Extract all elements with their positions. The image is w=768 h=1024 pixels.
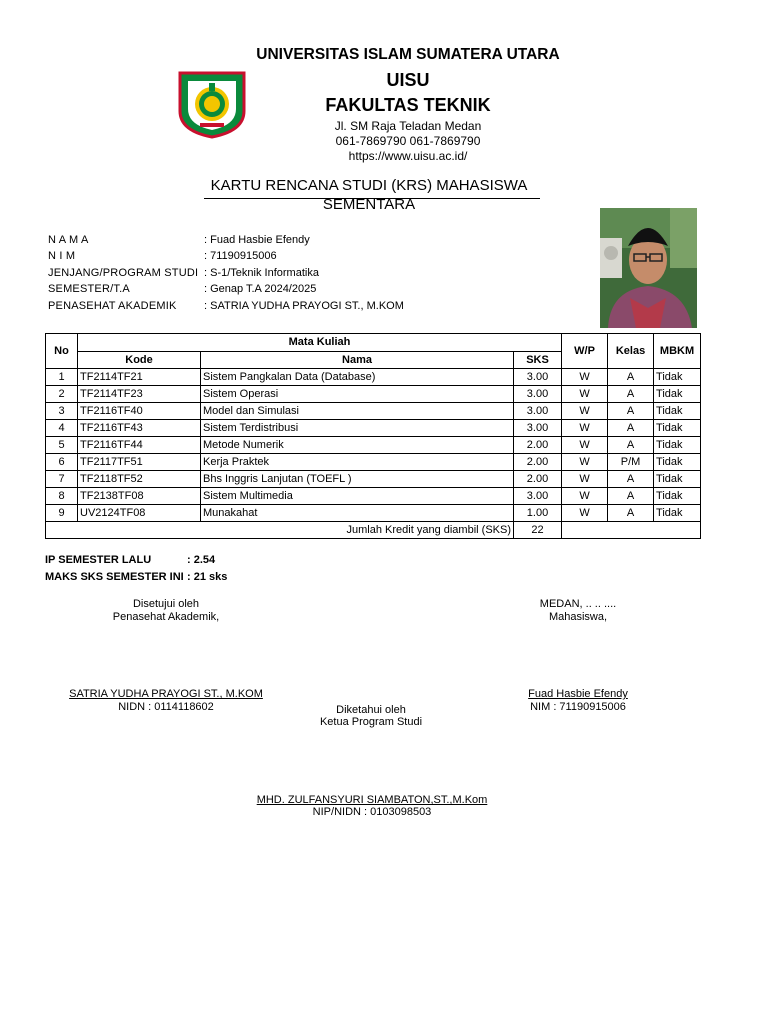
- student-photo: [600, 208, 697, 328]
- head-program-nidn: NIP/NIDN : 0103098503: [312, 806, 432, 818]
- header-no: No: [46, 334, 78, 369]
- student-title: Mahasiswa,: [548, 611, 608, 623]
- approved-by-label: Disetujui oleh: [132, 598, 200, 610]
- cell-kode: TF2118TF52: [78, 471, 201, 488]
- header-mbkm: MBKM: [654, 334, 701, 369]
- ip-label: IP SEMESTER LALU: [45, 554, 152, 566]
- cell-sks: 3.00: [514, 386, 562, 403]
- advisor-name: SATRIA YUDHA PRAYOGI ST., M.KOM: [69, 688, 263, 700]
- cell-kode: TF2114TF21: [78, 369, 201, 386]
- address-text: Jl. SM Raja Teladan Medan: [334, 119, 482, 133]
- cell-kode: TF2116TF43: [78, 420, 201, 437]
- university-short-name: UISU: [386, 70, 430, 90]
- document-title-line1: KARTU RENCANA STUDI (KRS) MAHASISWA: [210, 177, 528, 194]
- cell-nama: Sistem Multimedia: [201, 488, 514, 505]
- cell-sks: 3.00: [514, 369, 562, 386]
- field-value-nama: : Fuad Hasbie Efendy: [204, 234, 310, 246]
- cell-mbkm: Tidak: [654, 505, 701, 522]
- table-row: [46, 505, 701, 522]
- field-label-program: JENJANG/PROGRAM STUDI: [48, 267, 199, 279]
- table-row: [46, 403, 701, 420]
- cell-sks: 2.00: [514, 454, 562, 471]
- field-value-program: : S-1/Teknik Informatika: [204, 267, 319, 279]
- field-label-nama: N A M A: [48, 234, 89, 246]
- faculty-name: FAKULTAS TEKNIK: [325, 95, 491, 115]
- document-title-line2: SEMENTARA: [322, 196, 416, 213]
- cell-sks: 2.00: [514, 471, 562, 488]
- cell-kelas: P/M: [608, 454, 654, 471]
- cell-sks: 3.00: [514, 420, 562, 437]
- date-place-label: MEDAN, .. .. ....: [539, 598, 617, 610]
- cell-nama: Bhs Inggris Lanjutan (TOEFL ): [201, 471, 514, 488]
- cell-kode: UV2124TF08: [78, 505, 201, 522]
- course-table-body: [46, 369, 701, 522]
- total-empty: [562, 522, 701, 539]
- cell-wp: W: [562, 471, 608, 488]
- cell-wp: W: [562, 505, 608, 522]
- table-row: [46, 386, 701, 403]
- cell-wp: W: [562, 454, 608, 471]
- header-sks: SKS: [514, 351, 562, 369]
- cell-mbkm: Tidak: [654, 386, 701, 403]
- field-label-nim: N I M: [48, 250, 76, 262]
- cell-nama: Metode Numerik: [201, 437, 514, 454]
- table-row: [46, 454, 701, 471]
- title-underline: [204, 198, 540, 199]
- cell-mbkm: Tidak: [654, 454, 701, 471]
- cell-sks: 3.00: [514, 488, 562, 505]
- cell-nama: Sistem Terdistribusi: [201, 420, 514, 437]
- field-value-nim: : 71190915006: [204, 250, 277, 262]
- total-label: Jumlah Kredit yang diambil (SKS): [46, 522, 514, 539]
- cell-kelas: A: [608, 386, 654, 403]
- header-wp: W/P: [562, 334, 608, 369]
- course-table: [45, 333, 701, 539]
- cell-wp: W: [562, 437, 608, 454]
- student-name: Fuad Hasbie Efendy: [528, 688, 628, 700]
- cell-nama: Sistem Pangkalan Data (Database): [201, 369, 514, 386]
- table-row: [46, 471, 701, 488]
- maks-sks-label: MAKS SKS SEMESTER INI: [45, 571, 184, 583]
- cell-wp: W: [562, 403, 608, 420]
- cell-kelas: A: [608, 471, 654, 488]
- ip-value: : 2.54: [187, 554, 216, 566]
- table-row: [46, 437, 701, 454]
- field-value-semester: : Genap T.A 2024/2025: [204, 283, 317, 295]
- document-title: [196, 176, 542, 214]
- field-label-semester: SEMESTER/T.A: [48, 283, 130, 295]
- cell-wp: W: [562, 386, 608, 403]
- cell-mbkm: Tidak: [654, 488, 701, 505]
- cell-kode: TF2114TF23: [78, 386, 201, 403]
- cell-no: 6: [46, 454, 78, 471]
- cell-kelas: A: [608, 437, 654, 454]
- header-kode: Kode: [78, 351, 201, 369]
- cell-kode: TF2138TF08: [78, 488, 201, 505]
- cell-nama: Model dan Simulasi: [201, 403, 514, 420]
- cell-kode: TF2116TF44: [78, 437, 201, 454]
- cell-kelas: A: [608, 505, 654, 522]
- cell-wp: W: [562, 369, 608, 386]
- cell-kelas: A: [608, 488, 654, 505]
- cell-sks: 3.00: [514, 403, 562, 420]
- maks-sks-value: : 21 sks: [187, 571, 228, 583]
- cell-mbkm: Tidak: [654, 369, 701, 386]
- cell-no: 8: [46, 488, 78, 505]
- student-nim: NIM : 71190915006: [530, 701, 626, 713]
- advisor-nidn: NIDN : 0114118602: [118, 701, 214, 713]
- cell-nama: Kerja Praktek: [201, 454, 514, 471]
- total-value: 22: [514, 522, 562, 539]
- cell-nama: Munakahat: [201, 505, 514, 522]
- field-label-advisor: PENASEHAT AKADEMIK: [48, 300, 177, 312]
- cell-no: 2: [46, 386, 78, 403]
- cell-wp: W: [562, 420, 608, 437]
- field-value-advisor: : SATRIA YUDHA PRAYOGI ST., M.KOM: [204, 300, 404, 312]
- header-kelas: Kelas: [608, 334, 654, 369]
- acknowledged-by-label: Diketahui oleh: [336, 704, 406, 716]
- cell-kode: TF2117TF51: [78, 454, 201, 471]
- head-program-name: MHD. ZULFANSYURI SIAMBATON,ST.,M.Kom: [256, 794, 488, 806]
- cell-mbkm: Tidak: [654, 471, 701, 488]
- cell-mbkm: Tidak: [654, 420, 701, 437]
- cell-kelas: A: [608, 420, 654, 437]
- cell-kode: TF2116TF40: [78, 403, 201, 420]
- cell-mbkm: Tidak: [654, 403, 701, 420]
- cell-nama: Sistem Operasi: [201, 386, 514, 403]
- header-mata-kuliah: Mata Kuliah: [78, 334, 562, 352]
- total-row: [46, 522, 701, 539]
- cell-wp: W: [562, 488, 608, 505]
- cell-no: 4: [46, 420, 78, 437]
- cell-kelas: A: [608, 403, 654, 420]
- header-nama: Nama: [201, 351, 514, 369]
- cell-no: 1: [46, 369, 78, 386]
- table-row: [46, 420, 701, 437]
- university-name: UNIVERSITAS ISLAM SUMATERA UTARA: [256, 46, 560, 63]
- advisor-title: Penasehat Akademik,: [112, 611, 220, 623]
- website-text: https://www.uisu.ac.id/: [348, 149, 468, 163]
- cell-no: 3: [46, 403, 78, 420]
- cell-no: 9: [46, 505, 78, 522]
- cell-no: 7: [46, 471, 78, 488]
- cell-kelas: A: [608, 369, 654, 386]
- cell-no: 5: [46, 437, 78, 454]
- cell-sks: 2.00: [514, 437, 562, 454]
- cell-mbkm: Tidak: [654, 437, 701, 454]
- table-row: [46, 488, 701, 505]
- head-program-title: Ketua Program Studi: [319, 716, 423, 728]
- phone-text: 061-7869790 061-7869790: [335, 134, 481, 148]
- table-row: [46, 369, 701, 386]
- cell-sks: 1.00: [514, 505, 562, 522]
